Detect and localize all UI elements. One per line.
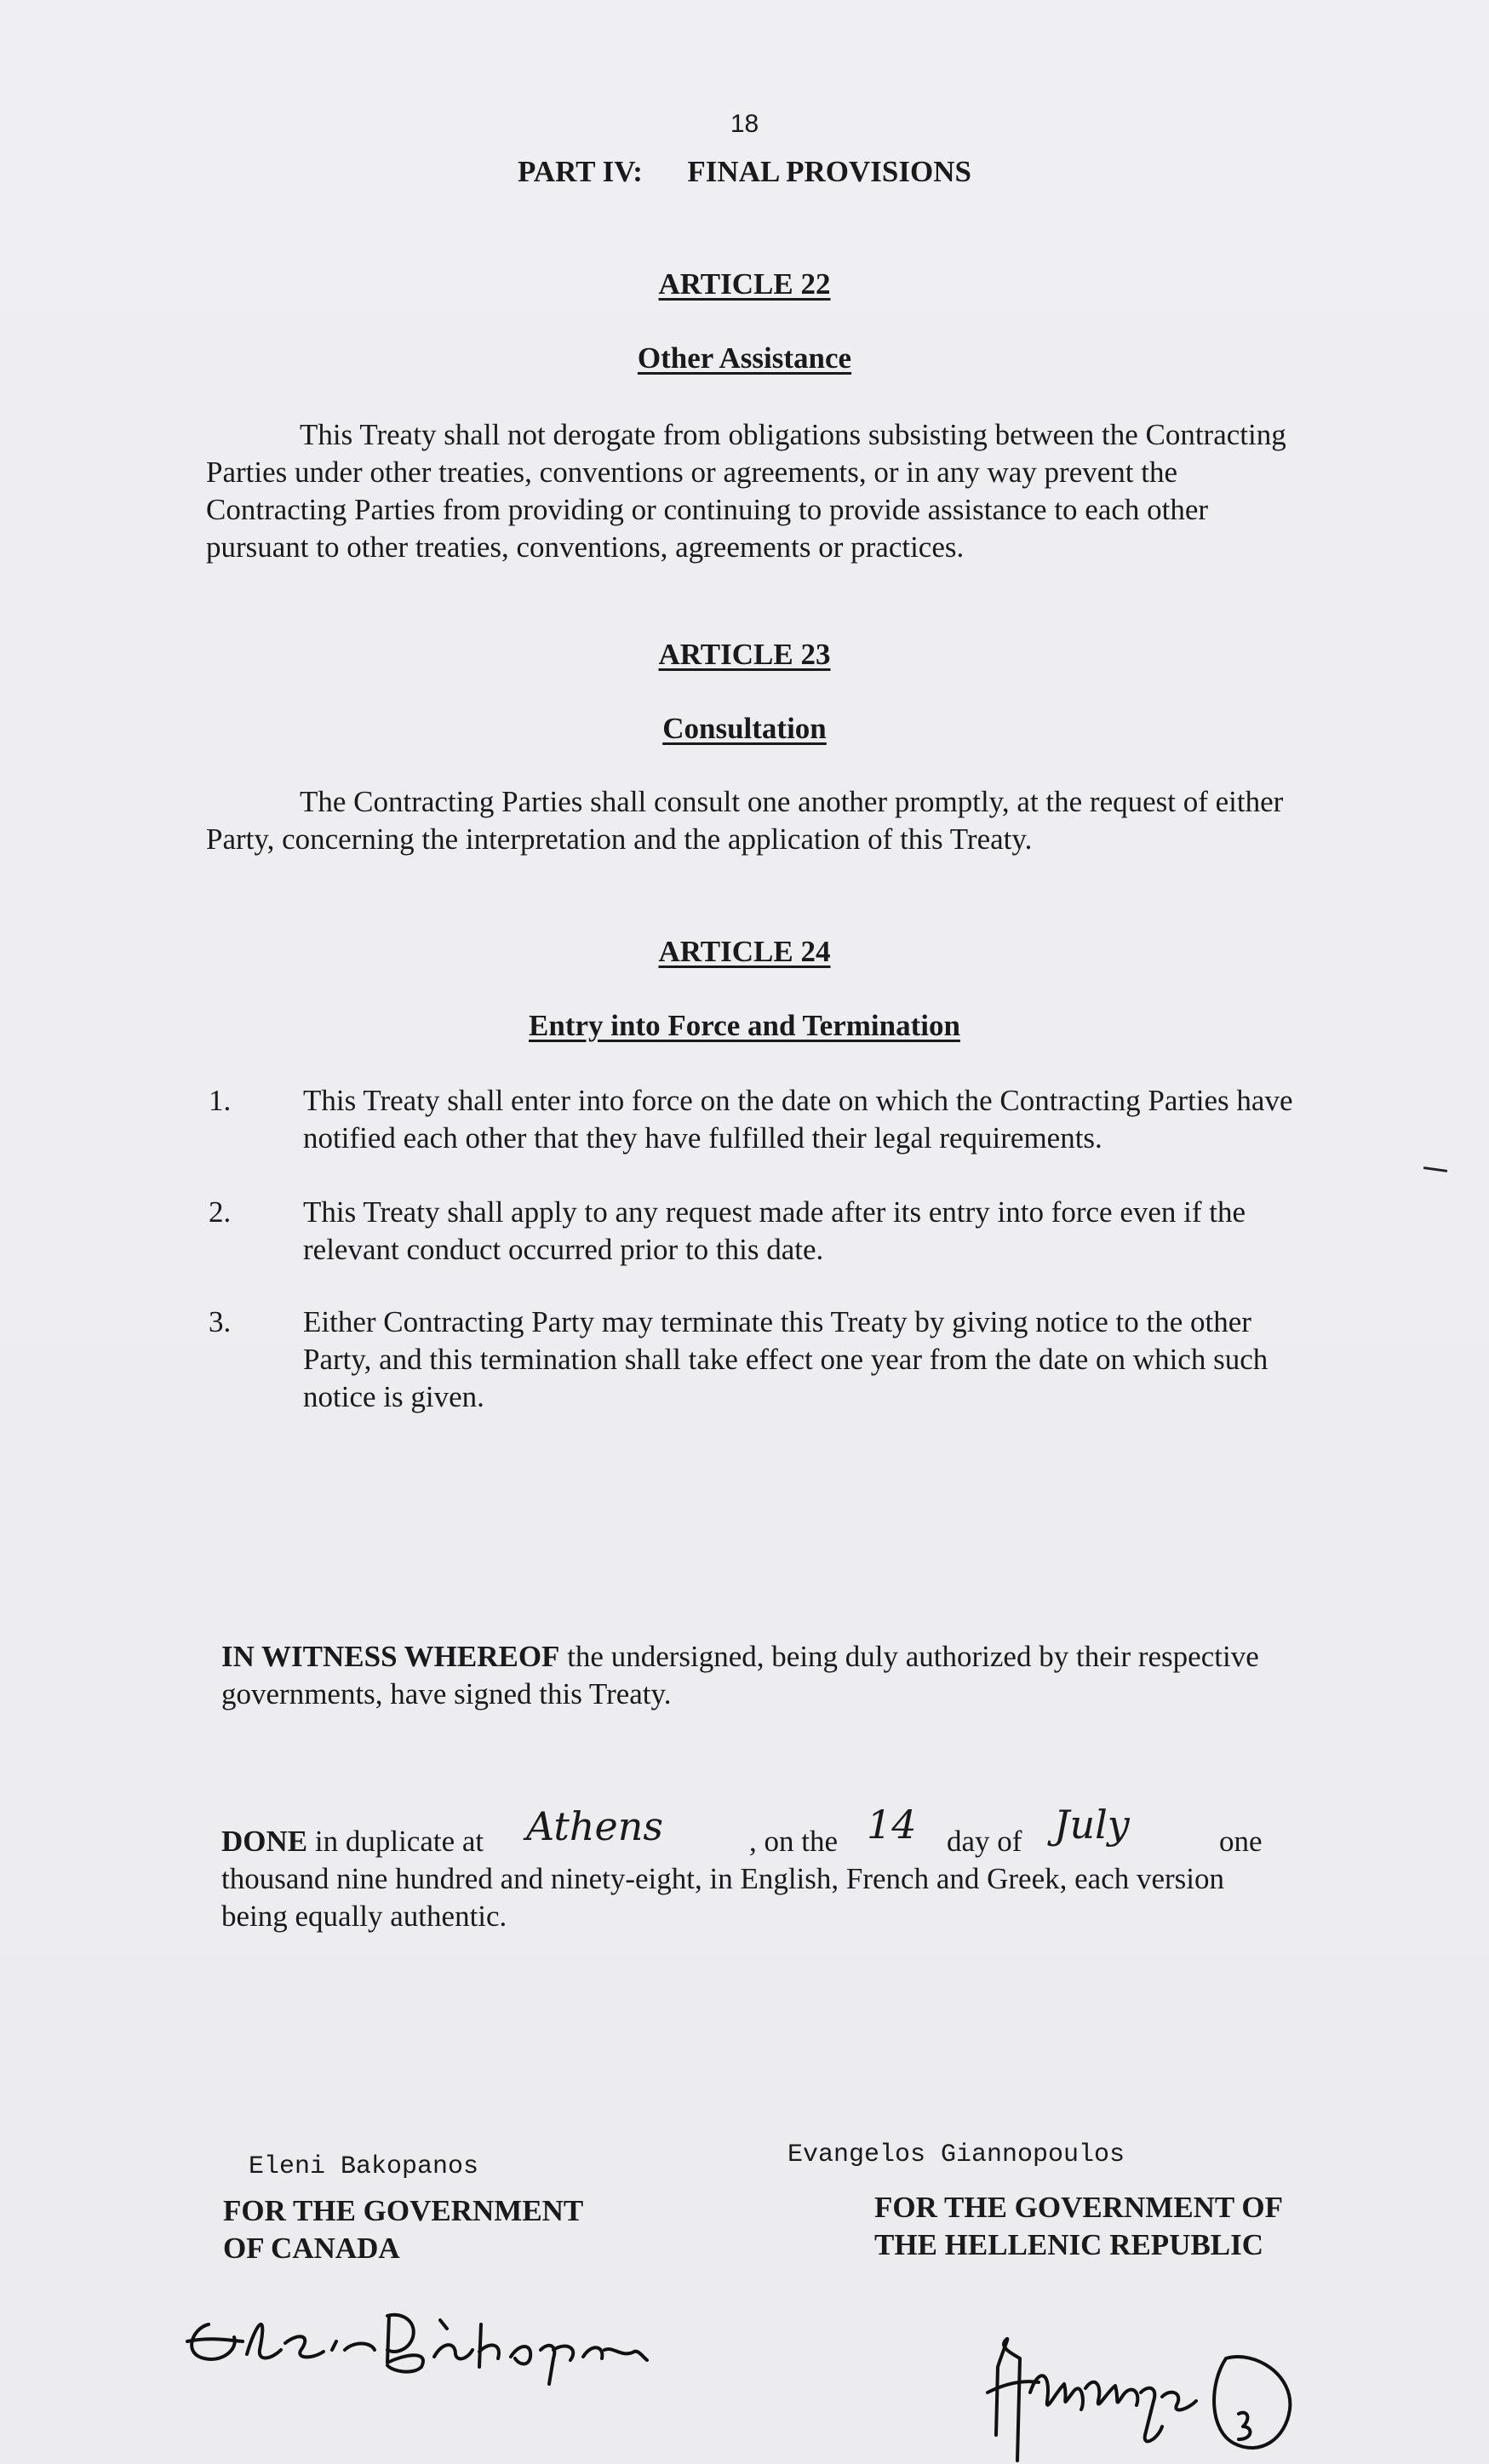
article-22-number: ARTICLE 22: [658, 267, 831, 301]
article-22-title: Other Assistance: [637, 341, 852, 375]
list-item-number: 1.: [209, 1084, 232, 1117]
signatory-greece-line2: THE HELLENIC REPUBLIC: [874, 2228, 1264, 2261]
witness-text: the undersigned, being duly authorized by their respective governments, have signed this Treaty.: [221, 1640, 1259, 1710]
done-lead: DONE: [221, 1825, 308, 1858]
done-on-the: , on the: [749, 1825, 839, 1858]
list-item-number: 3.: [209, 1305, 232, 1338]
witness-clause: [221, 1638, 1320, 1713]
done-in-duplicate: in duplicate at: [307, 1825, 484, 1858]
margin-mark: [1423, 1166, 1447, 1172]
signatory-greece-line1: FOR THE GOVERNMENT OF: [874, 2191, 1284, 2224]
signatory-canada-line2: OF CANADA: [223, 2232, 400, 2265]
list-item-text: This Treaty shall apply to any request made after its entry into force even if the relevant conduct occurred prior to this date.: [303, 1195, 1246, 1266]
part-heading: PART IV: FINAL PROVISIONS: [518, 155, 971, 188]
done-one: one: [1219, 1825, 1263, 1858]
signatory-canada-line1: FOR THE GOVERNMENT: [223, 2194, 584, 2227]
signature-greece: [979, 2265, 1303, 2461]
done-line-3: being equally authentic.: [221, 1900, 507, 1933]
list-item-text: This Treaty shall enter into force on the date on which the Contracting Parties have notified each other that they have fulfilled their legal requirements.: [303, 1084, 1293, 1155]
done-line-1: [221, 1823, 484, 1860]
typed-name-canada: Eleni Bakopanos: [249, 2152, 479, 2181]
handwritten-month: July: [1054, 1802, 1130, 1848]
article-24-number: ARTICLE 24: [658, 935, 831, 968]
article-23-number: ARTICLE 23: [658, 638, 831, 671]
article-23-title: Consultation: [662, 712, 827, 745]
witness-lead: IN WITNESS WHEREOF: [221, 1640, 560, 1673]
page-number: 18: [730, 110, 759, 138]
handwritten-place: Athens: [526, 1803, 663, 1849]
list-item-text: Either Contracting Party may terminate this Treaty by giving notice to the other Party, and this termination shall take effect one year from the date on which such notice is given.: [303, 1305, 1269, 1413]
article-24-title: Entry into Force and Termination: [529, 1009, 960, 1042]
article-23-text: The Contracting Parties shall consult one another promptly, at the request of either Party, concerning the interpretation and the application of this Treaty.: [206, 785, 1284, 856]
handwritten-day: 14: [867, 1802, 917, 1848]
article-22-text: This Treaty shall not derogate from obligations subsisting between the Contracting Parties under other treaties, conventions or agreements, or in any way prevent the Contracting Parties from providing or continuing to provide assistance to each other pursuant to other treaties, conventions, agreements or practices.: [206, 418, 1286, 564]
done-day-of: day of: [947, 1825, 1022, 1858]
list-item-number: 2.: [209, 1195, 232, 1229]
typed-name-greece: Evangelos Giannopoulos: [787, 2140, 1125, 2169]
done-line-2: thousand nine hundred and ninety-eight, in English, French and Greek, each version: [221, 1862, 1225, 1895]
signature-canada: [175, 2290, 651, 2392]
